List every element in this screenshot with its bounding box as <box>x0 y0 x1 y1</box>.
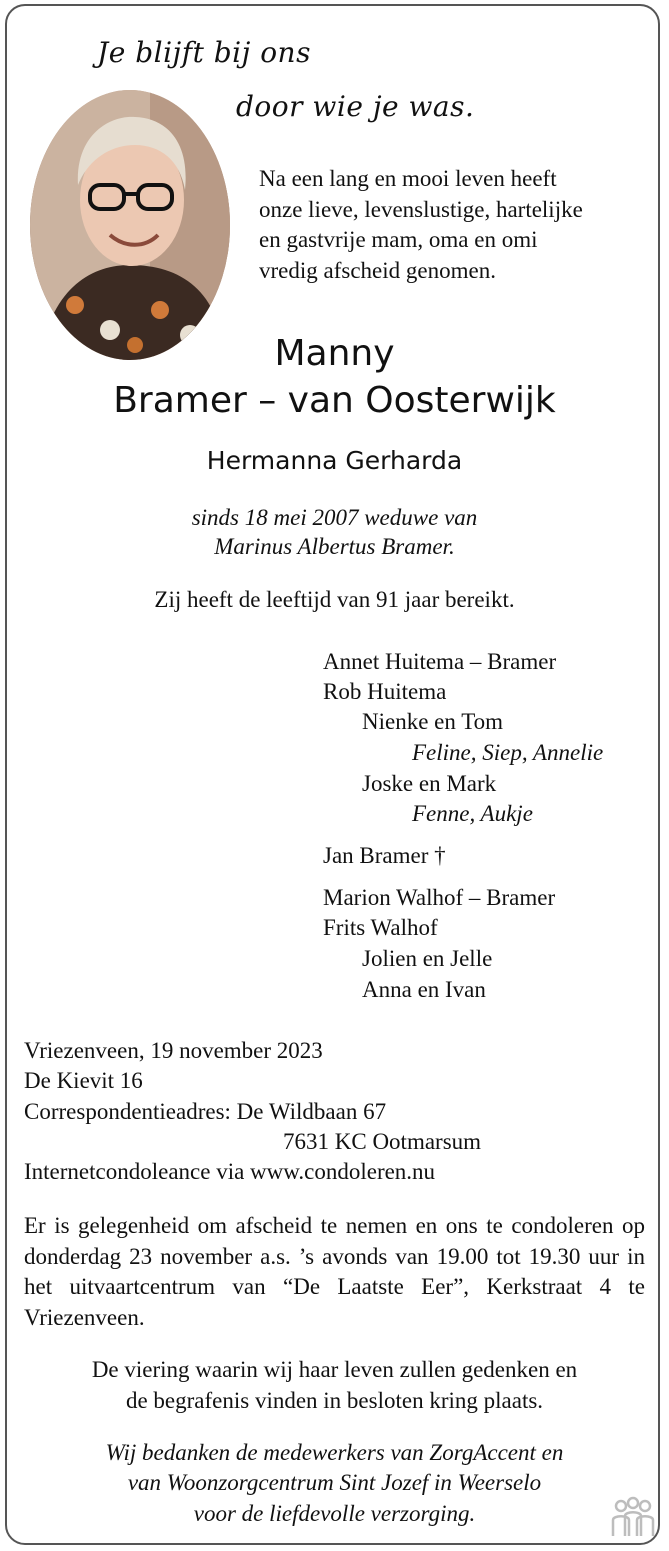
thanks-line-2: van Woonzorgcentrum Sint Jozef in Weerselo <box>127 1470 542 1495</box>
motto-line-1: Je blijft bij ons <box>97 36 311 69</box>
deceased-full-name: Bramer – van Oosterwijk <box>113 380 556 421</box>
ceremony-line-2: de begrafenis vinden in besloten kring plaats. <box>125 1388 544 1413</box>
correspondence-address: Correspondentieadres: De Wildbaan 67 <box>24 1099 387 1124</box>
family-child: Jolien en Jelle <box>362 946 493 971</box>
postal-code-city: 7631 KC Ootmarsum <box>283 1129 482 1154</box>
widow-line-1: sinds 18 mei 2007 weduwe van <box>191 505 478 530</box>
age-statement: Zij heeft de leeftijd van 91 jaar bereikt. <box>154 587 515 612</box>
family-child: Anna en Ivan <box>362 977 486 1002</box>
home-address: De Kievit 16 <box>24 1068 143 1093</box>
family-member: Frits Walhof <box>323 915 438 940</box>
family-member: Jan Bramer † <box>323 843 446 868</box>
thanks-line-1: Wij bedanken de medewerkers van ZorgAccent en <box>105 1440 564 1465</box>
intro-line: vredig afscheid genomen. <box>259 257 496 283</box>
family-member: Rob Huitema <box>323 679 447 704</box>
deceased-given-names: Hermanna Gerharda <box>206 446 463 475</box>
visitation-text: Er is gelegenheid om afscheid te nemen en ons te condoleren op donderdag 23 november a.s. ’s avonds van 19.00 tot 19.30 uur in het uitvaartcentrum van “De Laatste Eer”, Kerkstraat 4 te Vriezenveen. <box>24 1213 645 1330</box>
family-member: Annet Huitema – Bramer <box>323 649 557 674</box>
widow-line-2: Marinus Albertus Bramer. <box>214 534 455 559</box>
condolence-website: Internetcondoleance via www.condoleren.nu <box>24 1159 436 1184</box>
family-grandchildren: Fenne, Aukje <box>412 801 533 826</box>
deceased-first-name: Manny <box>274 333 395 374</box>
family-grandchildren: Feline, Siep, Annelie <box>412 740 604 765</box>
intro-line: en gastvrije mam, oma en omi <box>259 227 538 252</box>
intro-line: onze lieve, levenslustige, hartelijke <box>259 196 583 222</box>
family-member: Marion Walhof – Bramer <box>323 885 556 910</box>
portrait-illustration <box>30 90 230 360</box>
ceremony-line-1: De viering waarin wij haar leven zullen gedenken en <box>91 1357 578 1382</box>
intro-line: Na een lang en mooi leven heeft <box>259 166 557 191</box>
place-date: Vriezenveen, 19 november 2023 <box>24 1038 323 1063</box>
intro-text <box>259 164 583 286</box>
motto-line-2: door wie je was. <box>236 90 475 123</box>
family-child: Nienke en Tom <box>362 709 504 734</box>
family-child: Joske en Mark <box>362 771 497 796</box>
people-group-icon <box>607 1496 657 1540</box>
thanks-line-3: voor de liefdevolle verzorging. <box>193 1501 476 1526</box>
portrait-photo <box>30 90 230 360</box>
